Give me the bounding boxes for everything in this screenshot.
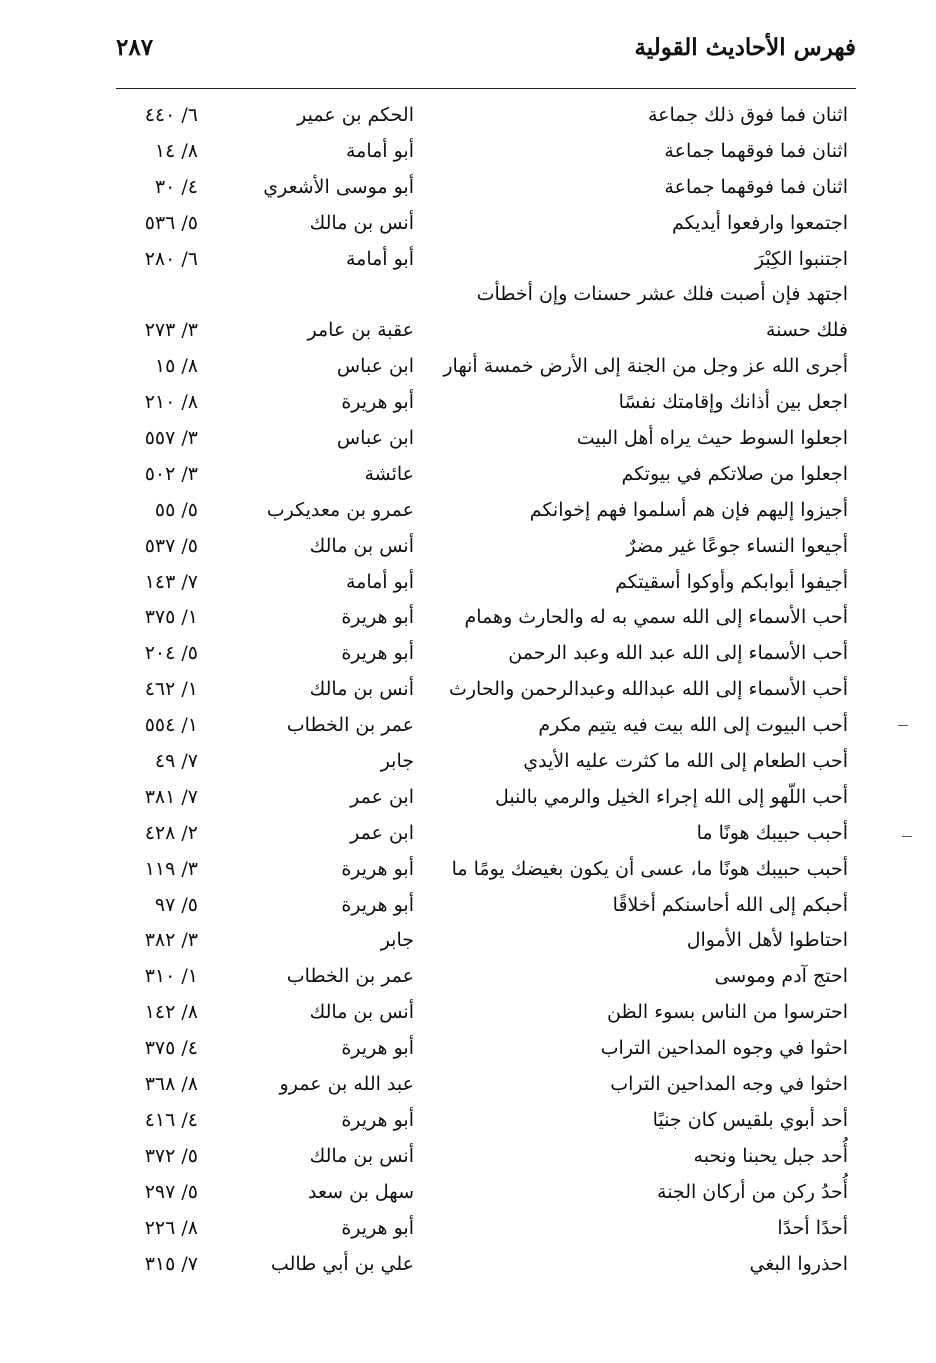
hadith-text: احتج آدم وموسى	[714, 965, 848, 988]
index-entry	[0, 852, 936, 888]
volume-page-reference: ٣/ ٢٧٣	[144, 319, 198, 342]
narrator-name: جابر	[380, 929, 414, 952]
hadith-text: أحب الأسماء إلى الله عبد الله وعبد الرحمن	[508, 642, 848, 665]
hadith-text: أحد أبوي بلقيس كان جنيًا	[652, 1108, 848, 1131]
narrator-name: عبد الله بن عمرو	[279, 1073, 414, 1096]
hadith-text: اثنان فما فوقهما جماعة	[664, 175, 848, 198]
hadith-text: أجرى الله عز وجل من الجنة إلى الأرض خمسة أنهار	[443, 355, 848, 378]
volume-page-reference: ١/ ٥٥٤	[144, 714, 198, 737]
narrator-name: أبو هريرة	[341, 893, 414, 916]
narrator-name: جابر	[380, 750, 414, 773]
index-entry	[0, 1067, 936, 1103]
index-entry	[0, 816, 936, 852]
narrator-name: أبو أمامة	[345, 247, 414, 270]
hadith-text: اجتهد فإن أصبت فلك عشر حسنات وإن أخطأت	[476, 283, 848, 306]
volume-page-reference: ٥/ ٢٠٤	[144, 642, 198, 665]
volume-page-reference: ٣/ ٣٨٢	[144, 929, 198, 952]
index-entry	[0, 134, 936, 170]
hadith-text: اثنان فما فوق ذلك جماعة	[647, 104, 848, 126]
page-title: فهرس الأحاديث القولية	[634, 34, 856, 61]
index-entry	[0, 1247, 936, 1283]
volume-page-reference: ٨/ ٣٦٨	[144, 1073, 198, 1096]
volume-page-reference: ٨/ ١٤	[154, 139, 198, 162]
volume-page-reference: ٨/ ٢٢٦	[144, 1216, 198, 1239]
hadith-text: احتاطوا لأهل الأموال	[686, 929, 848, 952]
index-entry	[0, 672, 936, 708]
index-entry	[0, 1139, 936, 1175]
narrator-name: عمر بن الخطاب	[286, 714, 414, 737]
hadith-text: اجتمعوا وارفعوا أيديكم	[671, 211, 848, 234]
narrator-name: أنس بن مالك	[309, 534, 414, 557]
index-entry	[0, 1031, 936, 1067]
narrator-name: علي بن أبي طالب	[270, 1252, 414, 1275]
index-entry	[0, 923, 936, 959]
hadith-text: اجعلوا السوط حيث يراه أهل البيت	[576, 427, 848, 450]
volume-page-reference: ٥/ ٥٥	[154, 498, 198, 521]
index-entry	[0, 636, 936, 672]
volume-page-reference: ٣/ ١١٩	[144, 857, 198, 880]
hadith-text: أحب الأسماء إلى الله عبدالله وعبدالرحمن والحارث	[448, 678, 848, 701]
narrator-name: عائشة	[364, 462, 414, 485]
narrator-name: أبو هريرة	[341, 857, 414, 880]
page-header	[116, 30, 856, 74]
index-entry	[0, 98, 936, 134]
volume-page-reference: ٧/ ٣١٥	[144, 1252, 198, 1275]
narrator-name	[204, 277, 414, 313]
index-entry	[0, 277, 936, 313]
volume-page-reference: ٥/ ٢٩٧	[144, 1180, 198, 1203]
narrator-name: سهل بن سعد	[308, 1180, 414, 1203]
narrator-name: أبو هريرة	[341, 391, 414, 414]
header-rule	[116, 88, 856, 89]
volume-page-reference: ٧/ ٤٩	[154, 750, 198, 773]
volume-page-reference: ٦/ ٤٤٠	[144, 104, 198, 126]
volume-page-reference: ١/ ٣١٠	[144, 965, 198, 988]
index-entry	[0, 529, 936, 565]
hadith-text: أحب اللّهو إلى الله إجراء الخيل والرمي بالنبل	[495, 785, 848, 808]
index-entry	[0, 385, 936, 421]
index-entry	[0, 708, 936, 744]
hadith-text: أُحد جبل يحبنا ونحبه	[693, 1144, 848, 1167]
narrator-name: أبو هريرة	[341, 1037, 414, 1060]
index-entry	[0, 600, 936, 636]
hadith-text: اثنان فما فوقهما جماعة	[664, 139, 848, 162]
hadith-text: اجتنبوا الكِبْرَ	[754, 247, 848, 270]
narrator-name: أبو هريرة	[341, 1108, 414, 1131]
index-entry	[0, 242, 936, 278]
hadith-text: أُحدُ ركن من أركان الجنة	[657, 1180, 848, 1203]
volume-page-reference: ٥/ ٥٣٧	[144, 534, 198, 557]
volume-page-reference: ٨/ ١٤٢	[144, 1001, 198, 1024]
narrator-name: عمرو بن معديكرب	[266, 498, 414, 521]
hadith-text: أجيعوا النساء جوعًا غير مضرٌ	[626, 534, 848, 557]
volume-page-reference	[78, 277, 198, 313]
margin-mark	[898, 725, 908, 726]
hadith-text: أحب الطعام إلى الله ما كثرت عليه الأيدي	[523, 750, 848, 773]
index-entry	[0, 565, 936, 601]
volume-page-reference: ٨/ ٢١٠	[144, 391, 198, 414]
narrator-name: أبو أمامة	[345, 570, 414, 593]
index-entry	[0, 1103, 936, 1139]
hadith-text: أحبكم إلى الله أحاسنكم أخلاقًا	[612, 893, 848, 916]
index-entry	[0, 1175, 936, 1211]
narrator-name: ابن عباس	[336, 427, 414, 450]
hadith-text: أجيفوا أبوابكم وأوكوا أسقيتكم	[615, 570, 848, 593]
hadith-text: أحب البيوت إلى الله بيت فيه يتيم مكرم	[538, 714, 848, 737]
narrator-name: أبو هريرة	[341, 606, 414, 629]
volume-page-reference: ١/ ٣٧٥	[144, 606, 198, 629]
narrator-name: أنس بن مالك	[309, 211, 414, 234]
hadith-text: احثوا في وجه المداحين التراب	[610, 1073, 848, 1096]
hadith-text: اجعلوا من صلاتكم في بيوتكم	[621, 462, 848, 485]
volume-page-reference: ٧/ ١٤٣	[144, 570, 198, 593]
volume-page-reference: ٧/ ٣٨١	[144, 785, 198, 808]
index-entry	[0, 780, 936, 816]
index-entry	[0, 888, 936, 924]
narrator-name: ابن عمر	[350, 785, 414, 808]
margin-mark	[902, 836, 912, 837]
narrator-name: أبو موسى الأشعري	[263, 175, 414, 198]
index-entry	[0, 313, 936, 349]
volume-page-reference: ٤/ ٣٠	[154, 175, 198, 198]
volume-page-reference: ٥/ ٩٧	[154, 893, 198, 916]
hadith-text: أحدًا أحدًا	[777, 1216, 848, 1239]
hadith-text: احثوا في وجوه المداحين التراب	[600, 1037, 848, 1060]
narrator-name: عقبة بن عامر	[307, 319, 414, 342]
narrator-name: أنس بن مالك	[309, 1144, 414, 1167]
index-entry	[0, 349, 936, 385]
index-entry	[0, 170, 936, 206]
index-entry	[0, 421, 936, 457]
index-entry	[0, 744, 936, 780]
hadith-text: أجيزوا إليهم فإن هم أسلموا فهم إخوانكم	[529, 498, 848, 521]
index-entry	[0, 1211, 936, 1247]
volume-page-reference: ٤/ ٣٧٥	[144, 1037, 198, 1060]
index-entry	[0, 493, 936, 529]
hadith-text: احذروا البغي	[749, 1252, 848, 1275]
volume-page-reference: ٦/ ٢٨٠	[144, 247, 198, 270]
volume-page-reference: ٥/ ٥٣٦	[144, 211, 198, 234]
volume-page-reference: ٣/ ٥٥٧	[144, 427, 198, 450]
narrator-name: أبو أمامة	[345, 139, 414, 162]
index-entry	[0, 206, 936, 242]
narrator-name: أبو هريرة	[341, 1216, 414, 1239]
index-entry	[0, 959, 936, 995]
volume-page-reference: ١/ ٤٦٢	[144, 678, 198, 701]
narrator-name: ابن عباس	[336, 355, 414, 378]
volume-page-reference: ٢/ ٤٢٨	[144, 821, 198, 844]
volume-page-reference: ٨/ ١٥	[154, 355, 198, 378]
narrator-name: الحكم بن عمير	[297, 104, 414, 126]
volume-page-reference: ٣/ ٥٠٢	[144, 462, 198, 485]
narrator-name: أنس بن مالك	[309, 678, 414, 701]
hadith-text: أحبب حبيبك هونًا ما، عسى أن يكون بغيضك يومًا ما	[451, 857, 848, 880]
volume-page-reference: ٥/ ٣٧٢	[144, 1144, 198, 1167]
narrator-name: عمر بن الخطاب	[286, 965, 414, 988]
hadith-text: أحبب حبيبك هونًا ما	[696, 821, 848, 844]
index-entry	[0, 995, 936, 1031]
page-number: ٢٨٧	[116, 34, 154, 61]
narrator-name: أنس بن مالك	[309, 1001, 414, 1024]
hadith-index-list	[0, 98, 936, 1282]
narrator-name: ابن عمر	[350, 821, 414, 844]
hadith-text: فلك حسنة	[765, 319, 848, 342]
hadith-text: اجعل بين أذانك وإقامتك نفسًا	[618, 391, 848, 414]
volume-page-reference: ٤/ ٤١٦	[144, 1108, 198, 1131]
hadith-text: أحب الأسماء إلى الله سمي به له والحارث وهمام	[464, 606, 848, 629]
narrator-name: أبو هريرة	[341, 642, 414, 665]
index-entry	[0, 457, 936, 493]
hadith-text: احترسوا من الناس بسوء الظن	[607, 1001, 848, 1024]
